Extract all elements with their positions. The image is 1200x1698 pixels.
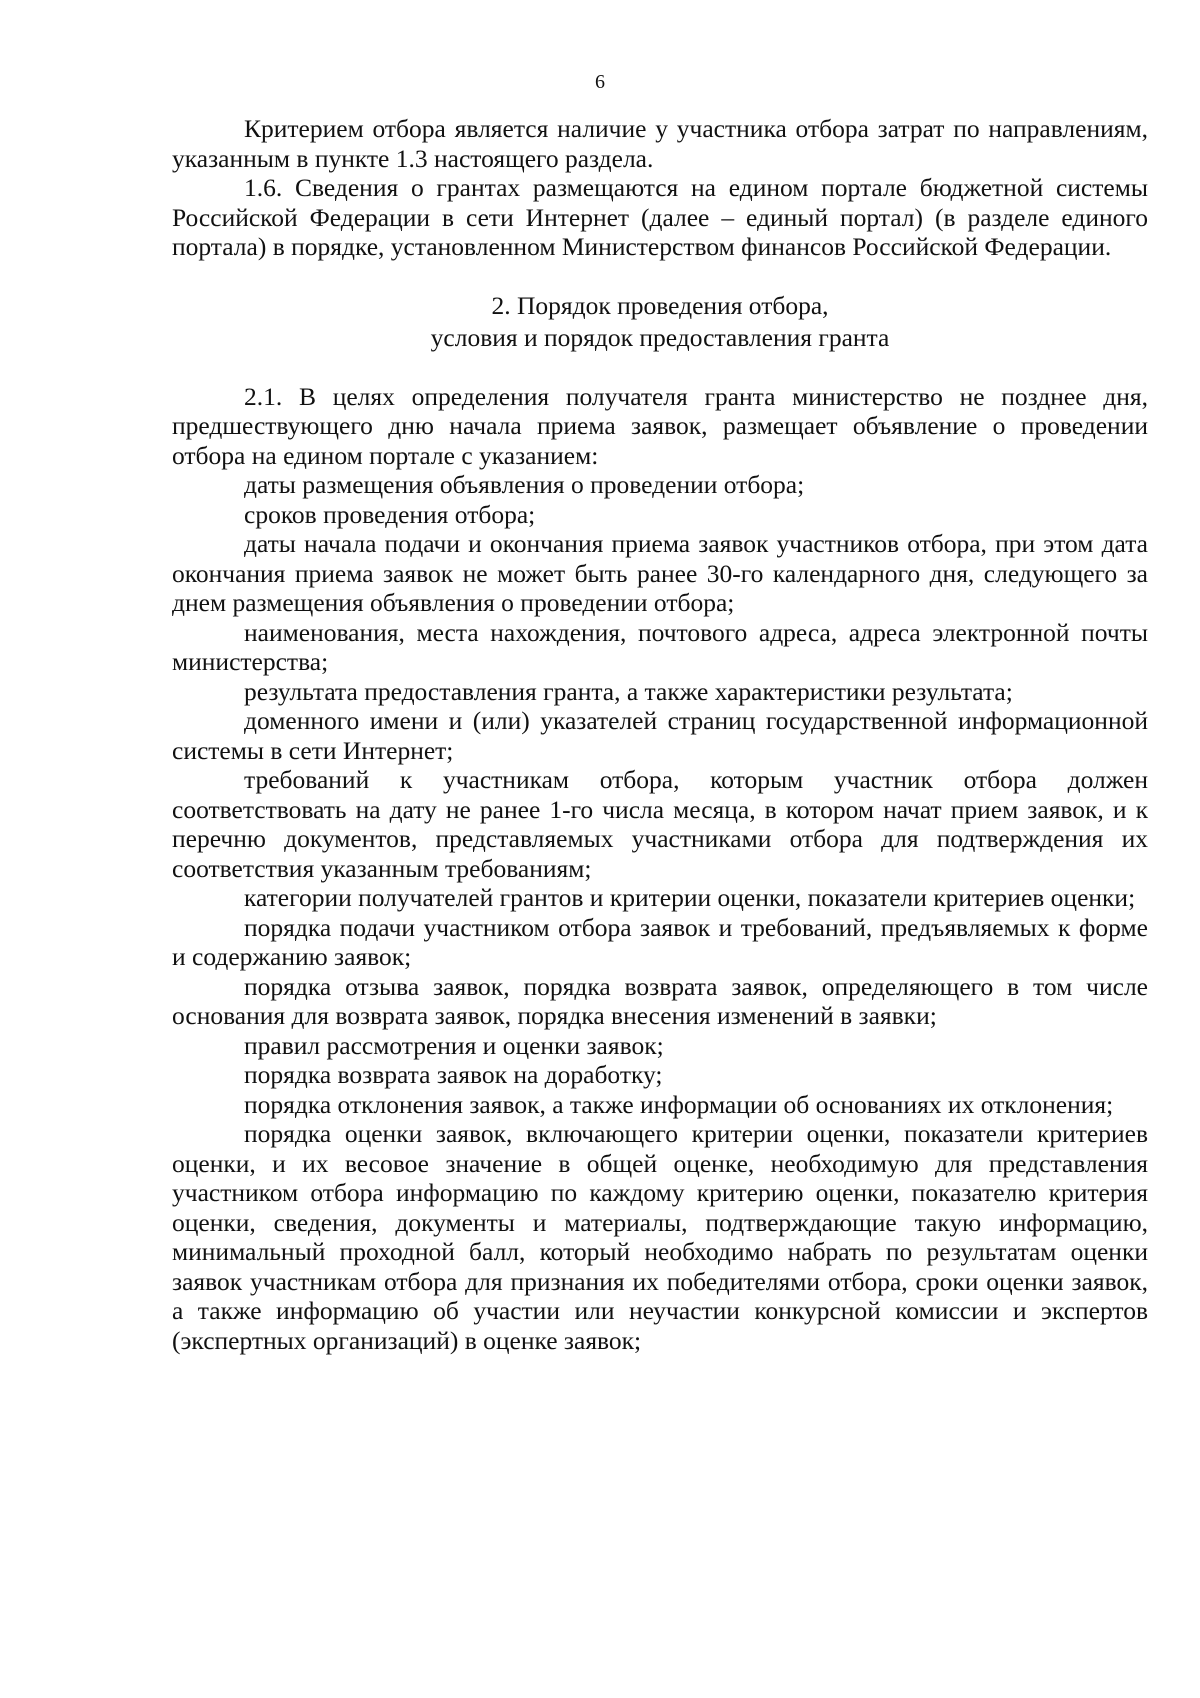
list-item: категории получателей грантов и критерии оценки, показатели критериев оценки; bbox=[244, 883, 1136, 912]
list-item: сроков проведения отбора; bbox=[244, 499, 536, 529]
section-heading-line-1: 2. Порядок проведения отбора, bbox=[491, 290, 829, 320]
list-item: правил рассмотрения и оценки заявок; bbox=[244, 1030, 664, 1060]
paragraph-criterion: Критерием отбора является наличие у участника отбора затрат по направлениям, указанным в пункте 1.3 настоящего раздела. bbox=[172, 114, 1148, 173]
list-item: порядка оценки заявок, включающего критерии оценки, показатели критериев оценки, и их весовое значение в общей оценке, необходимую для представления участником отбора информацию по каждому критерию оценки, показателю критерия оценки, сведения, документы и материалы, подтверждающие такую информацию, минимальный проходной балл, который необходимо набрать по результатам оценки заявок участникам отбора для признания их победителями отбора, сроки оценки заявок, а также информацию об участии или неучастии конкурсной комиссии и экспертов (экспертных организаций) в оценке заявок; bbox=[172, 1119, 1148, 1355]
list-item: требований к участникам отбора, которым участник отбора должен соответствовать на дату не ранее 1-го числа месяца, в котором начат прием заявок, и к перечню документов, представляемых участниками отбора для подтверждения их соответствия указанным требованиям; bbox=[172, 765, 1148, 883]
list-item: порядка подачи участником отбора заявок и требований, предъявляемых к форме и содержанию заявок; bbox=[172, 912, 1148, 971]
page-number: 6 bbox=[595, 71, 605, 93]
list-item: доменного имени и (или) указателей страниц государственной информационной системы в сети Интернет; bbox=[172, 706, 1148, 765]
list-item: порядка отзыва заявок, порядка возврата заявок, определяющего в том числе основания для возврата заявок, порядка внесения изменений в заявки; bbox=[172, 971, 1148, 1030]
list-item: даты размещения объявления о проведении отбора; bbox=[244, 470, 805, 499]
list-item: результата предоставления гранта, а также характеристики результата; bbox=[244, 676, 1013, 706]
list-item: наименования, места нахождения, почтового адреса, адреса электронной почты министерства; bbox=[172, 617, 1148, 676]
section-heading bbox=[172, 290, 1148, 354]
document-body bbox=[172, 114, 1148, 1355]
list-item: порядка возврата заявок на доработку; bbox=[244, 1060, 663, 1089]
paragraph-2-1: 2.1. В целях определения получателя гранта министерство не позднее дня, предшествующего дню начала приема заявок, размещает объявление о проведении отбора на едином портале с указанием: bbox=[172, 381, 1148, 470]
section-heading-line-2: условия и порядок предоставления гранта bbox=[430, 322, 890, 352]
paragraph-1-6: 1.6. Сведения о грантах размещаются на едином портале бюджетной системы Российской Федерации в сети Интернет (далее – единый портал) (в разделе единого портала) в порядке, установленном Министерством финансов Российской Федерации. bbox=[172, 173, 1148, 261]
list-item: порядка отклонения заявок, а также информации об основаниях их отклонения; bbox=[244, 1089, 1114, 1119]
list-item: даты начала подачи и окончания приема заявок участников отбора, при этом дата окончания приема заявок не может быть ранее 30-го календарного дня, следующего за днем размещения объявления о проведении отбора; bbox=[172, 529, 1148, 617]
